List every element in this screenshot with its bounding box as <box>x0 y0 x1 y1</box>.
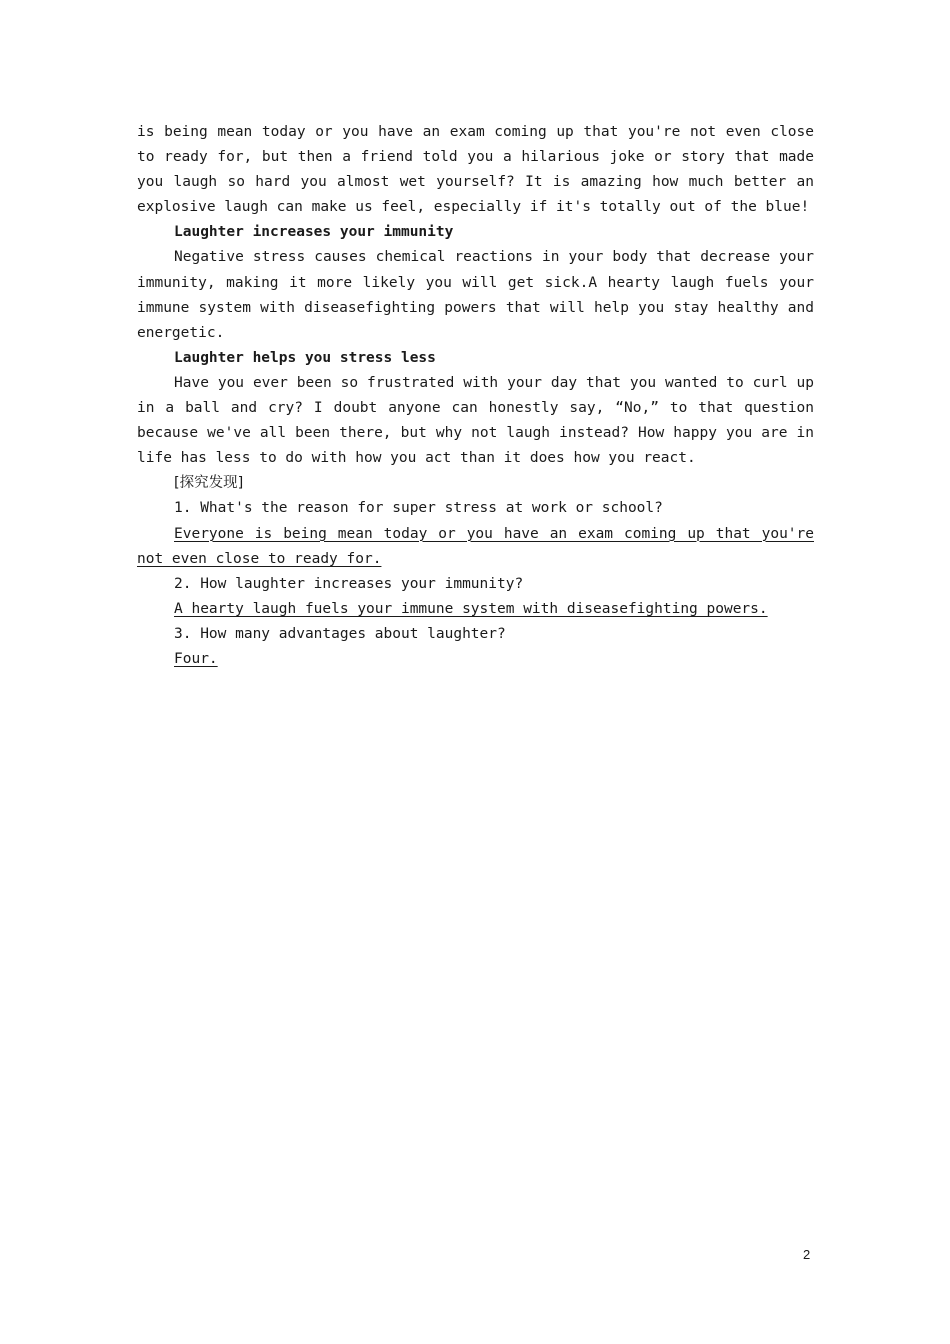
heading-immunity: Laughter increases your immunity <box>174 224 454 241</box>
answer-3 <box>137 647 814 672</box>
page-number: 2 <box>803 1247 811 1262</box>
immunity-paragraph: Negative stress causes chemical reactions in your body that decrease your immunity, making it more likely you will get sick.A hearty laugh fuels your immune system with diseasefighting powers that will help you stay healthy and energetic. <box>137 249 814 341</box>
document-body <box>137 120 814 672</box>
answer-2-text: A hearty laugh fuels your immune system with diseasefighting powers. <box>174 600 768 617</box>
stress-paragraph: Have you ever been so frustrated with your day that you wanted to curl up in a ball and cry? I doubt anyone can honestly say, “No,” to that question because we've all been there, but why not laugh instead? How happy you are in life has less to do with how you act than it does how you react. <box>137 374 814 467</box>
explore-label: [探究发现] <box>174 475 244 492</box>
answer-1 <box>137 522 814 572</box>
answer-2 <box>137 597 814 622</box>
question-3: 3. How many advantages about laughter? <box>174 625 506 642</box>
question-1: 1. What's the reason for super stress at work or school? <box>174 500 663 517</box>
intro-continued-paragraph: is being mean today or you have an exam coming up that you're not even close to ready for, but then a friend told you a hilarious joke or story that made you laugh so hard you almost wet yourself? It is amazing how much better an explosive laugh can make us feel, especially if it's totally out of the blue! <box>137 124 814 216</box>
question-2: 2. How laughter increases your immunity? <box>174 575 524 592</box>
answer-3-text: Four. <box>174 650 218 667</box>
answer-1-text: Everyone is being mean today or you have an exam coming up that you're not even close to ready for. <box>137 525 814 567</box>
heading-stress: Laughter helps you stress less <box>174 349 436 366</box>
